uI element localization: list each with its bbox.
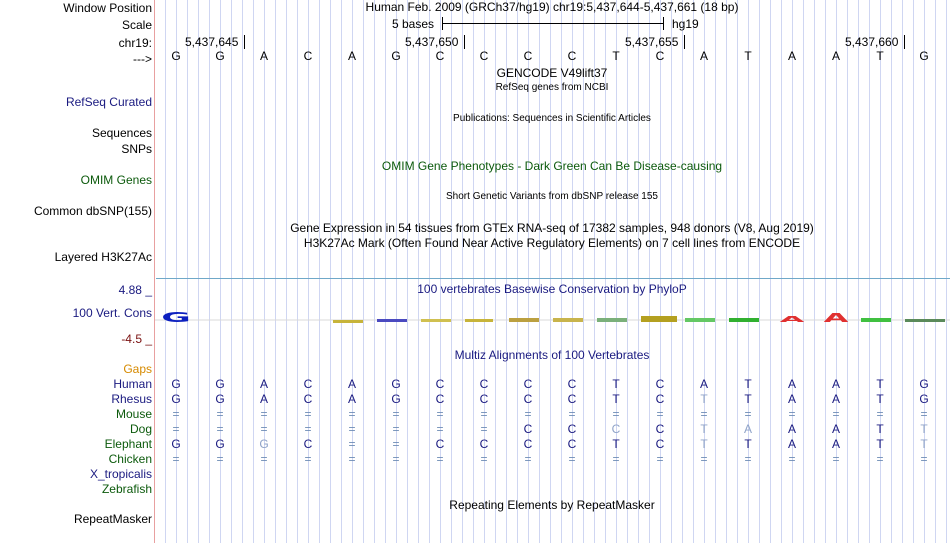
phylop-bar-8 [641,316,677,322]
phylop-bar-11 [861,318,891,322]
alignment-base: C [523,377,533,391]
alignment-base: T [700,422,708,436]
chrom-label: chr19: [118,36,152,50]
refseq-subtitle: RefSeq genes from NCBI [495,82,609,93]
alignment-base: = [480,407,488,421]
species-label-human[interactable]: Human [113,377,152,391]
alignment-base: C [655,437,665,451]
alignment-base: = [612,407,620,421]
alignment-base: C [567,422,577,436]
phylop-min-label: -4.5 _ [121,332,152,346]
alignment-base: = [744,452,752,466]
alignment-base: = [260,452,268,466]
alignment-base: A [259,377,268,391]
species-label-x-tropicalis[interactable]: X_tropicalis [89,467,152,481]
phylop-bar-3 [421,319,451,322]
coord-2: 5,437,650 [405,35,459,49]
scale-bar [442,17,664,31]
dbsnp-title[interactable]: Short Genetic Variants from dbSNP release 155 [446,191,658,202]
phylop-bar-5 [509,318,539,322]
scale-assembly: hg19 [672,17,699,31]
omim-label[interactable]: OMIM Genes [80,173,152,187]
alignment-base: A [787,377,796,391]
alignment-base: = [480,422,488,436]
coord-3: 5,437,655 [625,35,679,49]
phylop-bar-9 [685,318,715,322]
alignment-base: = [480,452,488,466]
alignment-base: = [436,452,444,466]
phylop-bar-12 [905,319,945,322]
alignment-base: C [523,437,533,451]
coord-tick-1 [244,35,245,49]
sequence-base: A [787,49,796,63]
alignment-base: T [700,392,708,406]
phylop-bar-10 [729,318,759,322]
alignment-base: T [700,437,708,451]
alignment-base: A [787,422,796,436]
alignment-base: A [347,377,356,391]
alignment-base: C [611,422,621,436]
refseq-label[interactable]: RefSeq Curated [65,95,152,109]
sequence-base: C [567,49,577,63]
multiz-title[interactable]: Multiz Alignments of 100 Vertebrates [454,348,650,362]
alignment-base: C [303,437,313,451]
sequence-base: A [699,49,708,63]
alignment-base: = [568,407,576,421]
alignment-base: = [876,452,884,466]
alignment-base: C [479,377,489,391]
track-separator [156,278,950,279]
coord-1: 5,437,645 [185,35,239,49]
alignment-base: = [656,407,664,421]
sequence-base: A [347,49,356,63]
alignment-base: = [304,422,312,436]
sequence-base: A [831,49,840,63]
dbsnp-label[interactable]: Common dbSNP(155) [33,204,152,218]
alignment-base: C [655,392,665,406]
alignment-base: C [435,377,445,391]
alignment-base: T [612,377,620,391]
alignment-base: T [744,437,752,451]
alignment-base: = [172,407,180,421]
scale-label: Scale [121,18,152,32]
alignment-base: C [435,392,445,406]
alignment-base: = [348,437,356,451]
h3k27-label[interactable]: Layered H3K27Ac [54,250,152,264]
sequence-base: A [259,49,268,63]
alignment-base: C [567,392,577,406]
sequence-base: G [391,49,401,63]
alignment-base: A [743,422,752,436]
phylop-glyph-g1: G [161,310,191,326]
alignment-base: T [876,392,884,406]
alignment-base: A [259,392,268,406]
alignment-base: G [391,392,401,406]
alignment-base: A [831,392,840,406]
alignment-base: = [260,422,268,436]
phylop-glyph-a1: A [779,314,805,325]
alignment-base: = [788,407,796,421]
alignment-base: = [832,407,840,421]
alignment-base: = [700,407,708,421]
alignment-base: = [172,422,180,436]
alignment-base: A [831,422,840,436]
coord-tick-2 [464,35,465,49]
alignment-base: = [392,422,400,436]
sequence-base: C [523,49,533,63]
species-label-chicken[interactable]: Chicken [108,452,152,466]
alignment-base: = [700,452,708,466]
phylop-title[interactable]: 100 vertebrates Basewise Conservation by PhyloP [417,282,687,296]
alignment-base: C [655,422,665,436]
sequence-base: C [655,49,665,63]
alignment-base: G [391,377,401,391]
omim-title[interactable]: OMIM Gene Phenotypes - Dark Green Can Be Disease-causing [381,159,723,173]
alignment-base: T [876,437,884,451]
sequence-base: G [215,49,225,63]
alignment-base: = [568,452,576,466]
alignment-base: C [523,422,533,436]
alignment-base: = [216,452,224,466]
phylop-bar-1 [333,320,363,323]
species-label-dog[interactable]: Dog [129,422,152,436]
alignment-base: = [788,452,796,466]
phylop-max-label: 4.88 _ [118,283,152,297]
species-label-elephant[interactable]: Elephant [104,437,152,451]
sequence-base: G [919,49,929,63]
strand-label: ---> [133,52,152,66]
alignment-base: = [260,407,268,421]
alignment-base: = [876,407,884,421]
repeat-title[interactable]: Repeating Elements by RepeatMasker [449,498,655,512]
phylop-label[interactable]: 100 Vert. Cons [72,306,152,320]
alignment-base: T [920,437,928,451]
alignment-base: G [215,437,225,451]
alignment-base: = [216,407,224,421]
species-label-zebrafish[interactable]: Zebrafish [101,482,152,496]
alignment-base: = [348,422,356,436]
alignment-base: = [304,407,312,421]
coord-tick-4 [904,35,905,49]
alignment-base: C [479,437,489,451]
alignment-base: C [303,392,313,406]
scale-text: 5 bases [392,17,435,31]
sequences-label[interactable]: Sequences [91,126,152,140]
alignment-base: G [919,377,929,391]
alignment-base: C [303,377,313,391]
alignment-base: A [347,392,356,406]
alignment-base: A [787,437,796,451]
alignment-base: = [524,407,532,421]
h3k27-title[interactable]: H3K27Ac Mark (Often Found Near Active Regulatory Elements) on 7 cell lines from ENCODE [303,236,801,250]
alignment-base: G [215,392,225,406]
alignment-base: C [523,392,533,406]
coord-tick-3 [684,35,685,49]
alignment-base: C [567,437,577,451]
alignment-base: G [259,437,269,451]
alignment-base: = [348,452,356,466]
alignment-base: = [832,452,840,466]
gaps-label: Gaps [123,362,152,376]
gtex-title[interactable]: Gene Expression in 54 tissues from GTEx RNA-seq of 17382 samples, 948 donors (V8, Aug 2019) [290,221,814,235]
alignment-base: T [876,422,884,436]
alignment-base: G [919,392,929,406]
alignment-base: T [876,377,884,391]
alignment-base: = [656,452,664,466]
alignment-base: = [920,407,928,421]
snps-label[interactable]: SNPs [121,142,152,156]
alignment-base: = [436,422,444,436]
species-label-rhesus[interactable]: Rhesus [111,392,152,406]
alignment-base: = [436,407,444,421]
sequence-base: C [435,49,445,63]
sequence-base: C [303,49,313,63]
alignment-base: C [655,377,665,391]
alignment-base: T [744,377,752,391]
alignment-base: G [171,437,181,451]
alignment-base: T [612,437,620,451]
alignment-base: = [392,407,400,421]
window-position-label: Window Position [63,1,152,15]
phylop-glyph-a2: A [823,311,849,325]
alignment-base: T [920,422,928,436]
alignment-base: = [392,437,400,451]
guideline [154,0,155,543]
alignment-base: = [172,452,180,466]
alignment-base: G [171,377,181,391]
sequence-base: T [744,49,752,63]
alignment-base: = [524,452,532,466]
sequence-base: T [876,49,884,63]
alignment-base: = [216,422,224,436]
alignment-base: = [348,407,356,421]
phylop-bar-2 [377,319,407,322]
alignment-base: A [787,392,796,406]
phylop-bar-4 [465,319,493,322]
alignment-base: = [392,452,400,466]
alignment-base: C [567,377,577,391]
phylop-bar-6 [553,318,583,322]
alignment-base: A [699,377,708,391]
alignment-base: T [744,392,752,406]
alignment-base: A [831,437,840,451]
alignment-base: A [831,377,840,391]
alignment-base: T [612,392,620,406]
sequence-base: C [479,49,489,63]
sequence-base: G [171,49,181,63]
gencode-title[interactable]: GENCODE V49lift37 [496,66,608,80]
alignment-base: C [479,392,489,406]
window-position-value: Human Feb. 2009 (GRCh37/hg19) chr19:5,437,644-5,437,661 (18 bp) [365,0,739,14]
species-label-mouse[interactable]: Mouse [115,407,152,421]
coord-4: 5,437,660 [845,35,899,49]
alignment-base: = [304,452,312,466]
sequence-base: T [612,49,620,63]
alignment-base: = [920,452,928,466]
alignment-base: = [612,452,620,466]
alignment-base: C [435,437,445,451]
repeat-label[interactable]: RepeatMasker [73,512,152,526]
alignment-base: G [215,377,225,391]
phylop-logo[interactable] [155,300,950,330]
publications-title[interactable]: Publications: Sequences in Scientific Articles [453,113,651,124]
alignment-base: G [171,392,181,406]
alignment-base: = [744,407,752,421]
phylop-bar-7 [597,318,627,322]
